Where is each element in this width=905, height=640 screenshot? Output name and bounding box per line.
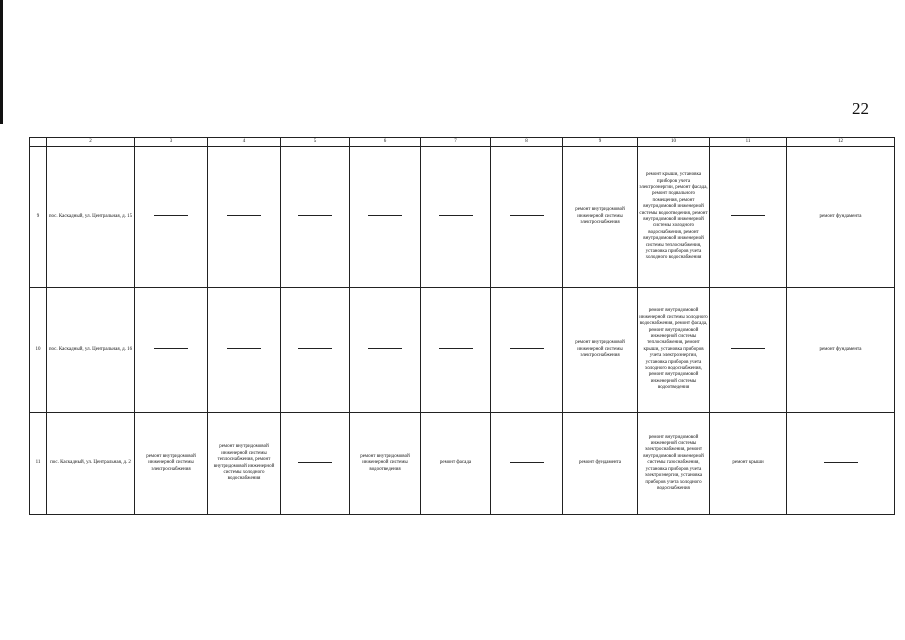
page-edge-bar — [0, 0, 3, 124]
table-cell: ремонт внутридомовой инженерной системы водоотведения — [350, 413, 421, 515]
dash-mark — [824, 462, 858, 463]
table-cell — [710, 147, 787, 288]
dash-mark — [510, 215, 544, 216]
row-number: 9 — [30, 147, 47, 288]
table-cell — [491, 413, 563, 515]
table-cell: ремонт внутридомовой инженерной системы электроснабжения — [563, 288, 638, 413]
dash-mark — [368, 348, 402, 349]
table-cell — [281, 147, 350, 288]
column-header: 10 — [638, 138, 710, 147]
table-row — [30, 413, 895, 515]
table-cell: ремонт фундамента — [563, 413, 638, 515]
column-header: 4 — [208, 138, 281, 147]
table-cell: ремонт внутридомовой инженерной системы теплоснабжения, ремонт внутридомовой инженерной системы холодного водоснабжения — [208, 413, 281, 515]
table-cell: ремонт фундамента — [787, 288, 895, 413]
table-cell — [281, 288, 350, 413]
column-header: 7 — [421, 138, 491, 147]
table-cell — [208, 147, 281, 288]
dash-mark — [510, 348, 544, 349]
column-header: 8 — [491, 138, 563, 147]
table-cell — [787, 413, 895, 515]
table-cell: ремонт внутридомовой инженерной системы электроснабжения — [563, 147, 638, 288]
table-cell — [135, 147, 208, 288]
table-cell — [208, 288, 281, 413]
column-header: 12 — [787, 138, 895, 147]
table-cell — [350, 147, 421, 288]
address-cell: пос. Каскадный, ул. Центральная, д. 2 — [47, 413, 135, 515]
dash-mark — [154, 348, 188, 349]
table-cell: ремонт внутридомовой инженерной системы электроснабжения, ремонт внутридомовой инженерной системы газоснабжения, установка приборов учета электроэнергии, установка приборов учета холодного водоснабжения — [638, 413, 710, 515]
table-cell — [710, 288, 787, 413]
table-cell: ремонт внутридомовой инженерной системы электроснабжения — [135, 413, 208, 515]
dash-mark — [298, 462, 332, 463]
dash-mark — [368, 215, 402, 216]
table-cell: ремонт крыши — [710, 413, 787, 515]
address-cell: пос. Каскадный, ул. Центральная, д. 15 — [47, 147, 135, 288]
row-number: 10 — [30, 288, 47, 413]
dash-mark — [154, 215, 188, 216]
column-header: 9 — [563, 138, 638, 147]
table-cell — [281, 413, 350, 515]
column-header: 3 — [135, 138, 208, 147]
table-row — [30, 288, 895, 413]
column-number-row — [30, 138, 895, 147]
table-cell — [350, 288, 421, 413]
column-header: 5 — [281, 138, 350, 147]
column-header: 2 — [47, 138, 135, 147]
table-cell: ремонт фасада — [421, 413, 491, 515]
address-cell: пос. Каскадный, ул. Центральная, д. 16 — [47, 288, 135, 413]
dash-mark — [439, 215, 473, 216]
dash-mark — [731, 215, 765, 216]
repair-schedule-table — [29, 137, 895, 515]
dash-mark — [227, 348, 261, 349]
dash-mark — [298, 215, 332, 216]
table-cell — [491, 147, 563, 288]
page-number: 22 — [852, 99, 869, 118]
table-cell — [421, 288, 491, 413]
column-header — [30, 138, 47, 147]
table-cell: ремонт фундамента — [787, 147, 895, 288]
table-cell: ремонт крыши, установка приборов учета электроэнергии, ремонт фасада, ремонт подвального помещения, ремонт внутридомовой инженерной системы водоотведения, ремонт внутридомовой инженерной системы холодного водоснабжения, ремонт внутридомовой инженерной системы теплоснабжения, установка приборов учета холодного водоснабжения — [638, 147, 710, 288]
column-header: 6 — [350, 138, 421, 147]
column-header: 11 — [710, 138, 787, 147]
row-number: 11 — [30, 413, 47, 515]
table-cell — [135, 288, 208, 413]
dash-mark — [510, 462, 544, 463]
table-cell — [421, 147, 491, 288]
table-row — [30, 147, 895, 288]
dash-mark — [227, 215, 261, 216]
table-cell — [491, 288, 563, 413]
dash-mark — [731, 348, 765, 349]
dash-mark — [439, 348, 473, 349]
dash-mark — [298, 348, 332, 349]
table-cell: ремонт внутридомовой инженерной системы холодного водоснабжения, ремонт фасада, ремонт внутридомовой инженерной системы теплоснабжения, ремонт крыши, установка приборов учета электроэнергии, установка приборов учета холодного водоснабжения, ремонт внутридомовой инженерной системы водоотведения — [638, 288, 710, 413]
